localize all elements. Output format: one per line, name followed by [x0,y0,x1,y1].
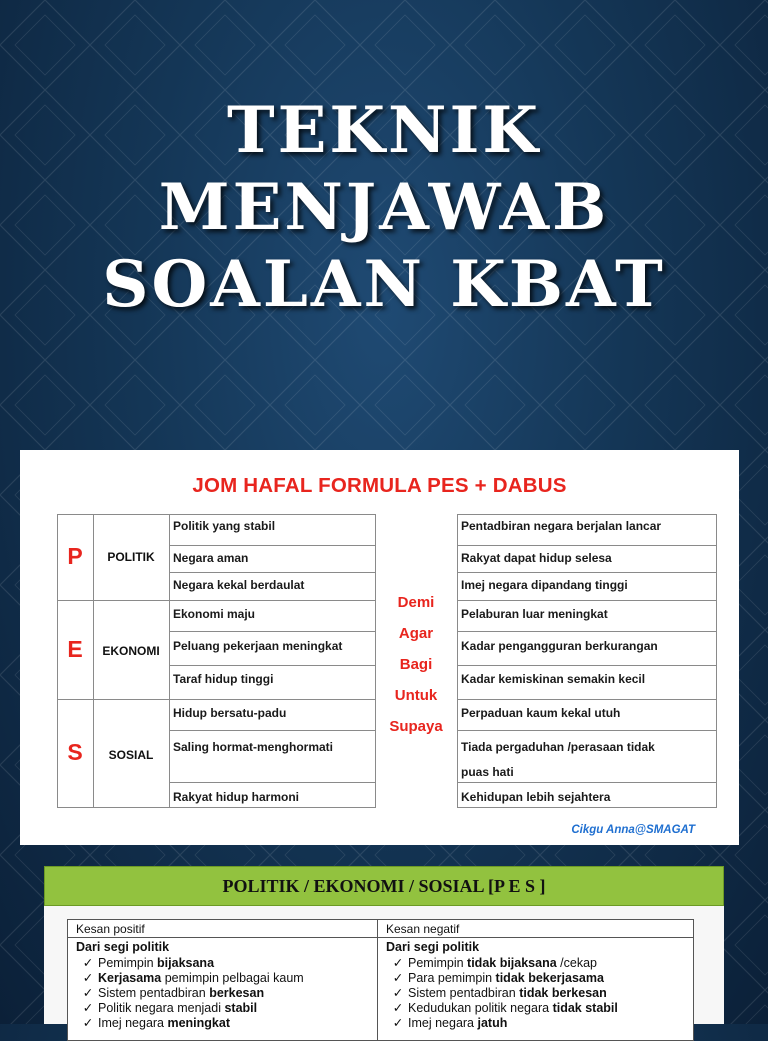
cause-cell: Ekonomi maju [173,607,256,621]
cause-cell: Politik yang stabil [173,519,276,533]
pes-banner: POLITIK / EKONOMI / SOSIAL [P E S ] [44,866,724,906]
check-icon: ✓ [82,971,94,985]
card-title: JOM HAFAL FORMULA PES + DABUS [192,474,567,497]
kesan-item: ✓ Pemimpin tidak bijaksana /cekap [388,956,618,971]
positive-list [78,956,304,1031]
kesan-section [44,906,724,1030]
table-border [169,572,375,573]
effect-cell: Tiada pergaduhan /perasaan tidak [461,740,655,754]
pes-letter: P [67,543,83,569]
table-border [169,514,170,808]
slide-title-line: MENJAWAB [158,170,610,245]
cause-cell: Negara aman [173,551,249,565]
positive-header: Kesan positif [76,922,145,936]
cause-cell: Peluang pekerjaan meningkat [173,639,343,653]
kesan-item: ✓ Kedudukan politik negara tidak stabil [388,1001,618,1016]
table-border [57,807,375,808]
kesan-item: ✓ Para pemimpin tidak bekerjasama [388,971,618,986]
slide-title-line: TEKNIK [226,93,542,168]
pes-dabus-table [57,514,717,808]
table-border [68,937,693,938]
table-border [457,514,717,515]
kesan-table [67,919,694,1041]
cause-cell: Rakyat hidup harmoni [173,790,300,804]
effect-cell: Perpaduan kaum kekal utuh [461,706,621,720]
cause-cell: Negara kekal berdaulat [173,578,305,592]
table-border [457,699,717,700]
check-icon: ✓ [392,986,404,1000]
slide-title [0,92,768,323]
table-border [377,920,378,1040]
effect-cell: Imej negara dipandang tinggi [461,578,628,592]
kesan-item: ✓ Sistem pentadbiran tidak berkesan [388,986,618,1001]
kesan-item: ✓ Sistem pentadbiran berkesan [78,986,304,1001]
table-border [169,665,375,666]
effect-cell: Kehidupan lebih sejahtera [461,790,611,804]
table-border [57,600,375,601]
table-border [457,665,717,666]
slide-title-line: SOALAN KBAT [102,247,666,322]
author-credit: Cikgu Anna@SMAGAT [571,824,695,836]
connector-word: Supaya [389,718,443,735]
kesan-item: ✓ Imej negara meningkat [78,1016,304,1031]
table-border [169,545,375,546]
negative-header: Kesan negatif [386,922,460,936]
table-border [457,545,717,546]
connector-word: Demi [397,594,435,611]
effect-cell: Pelaburan luar meningkat [461,607,608,621]
check-icon: ✓ [82,1001,94,1015]
pes-category: EKONOMI [102,644,160,658]
effect-cell: Rakyat dapat hidup selesa [461,551,612,565]
pes-category: SOSIAL [108,748,154,762]
kesan-item: ✓ Politik negara menjadi stabil [78,1001,304,1016]
pes-category: POLITIK [107,550,155,564]
check-icon: ✓ [392,1016,404,1030]
check-icon: ✓ [82,956,94,970]
cause-cell: Saling hormat-menghormati [173,740,334,754]
table-border [169,730,375,731]
cause-cell: Taraf hidup tinggi [173,672,274,686]
table-border [169,631,375,632]
connector-word: Agar [398,625,434,642]
check-icon: ✓ [392,971,404,985]
table-border [457,807,717,808]
formula-card [20,450,739,845]
table-border [457,730,717,731]
table-border [457,782,717,783]
connector-word: Bagi [399,656,433,673]
table-border [57,699,375,700]
check-icon: ✓ [392,956,404,970]
kesan-item: ✓ Imej negara jatuh [388,1016,618,1031]
table-border [457,514,458,808]
pes-letter: S [67,739,83,765]
kesan-item: ✓ Kerjasama pemimpin pelbagai kaum [78,971,304,986]
effect-cell: Kadar pengangguran berkurangan [461,639,658,653]
check-icon: ✓ [392,1001,404,1015]
effect-cell: Pentadbiran negara berjalan lancar [461,519,662,533]
negative-subheader: Dari segi politik [386,940,480,954]
effect-cell: puas hati [461,765,514,779]
table-border [169,782,375,783]
table-border [457,631,717,632]
negative-list [388,956,618,1031]
pes-letter: E [67,636,83,662]
effect-cell: Kadar kemiskinan semakin kecil [461,672,646,686]
table-border [457,600,717,601]
positive-subheader: Dari segi politik [76,940,170,954]
table-border [57,514,375,515]
kesan-item: ✓ Pemimpin bijaksana [78,956,304,971]
check-icon: ✓ [82,1016,94,1030]
connector-word: Untuk [394,687,438,704]
table-border [716,514,717,808]
cause-cell: Hidup bersatu-padu [173,706,287,720]
table-border [457,572,717,573]
check-icon: ✓ [82,986,94,1000]
